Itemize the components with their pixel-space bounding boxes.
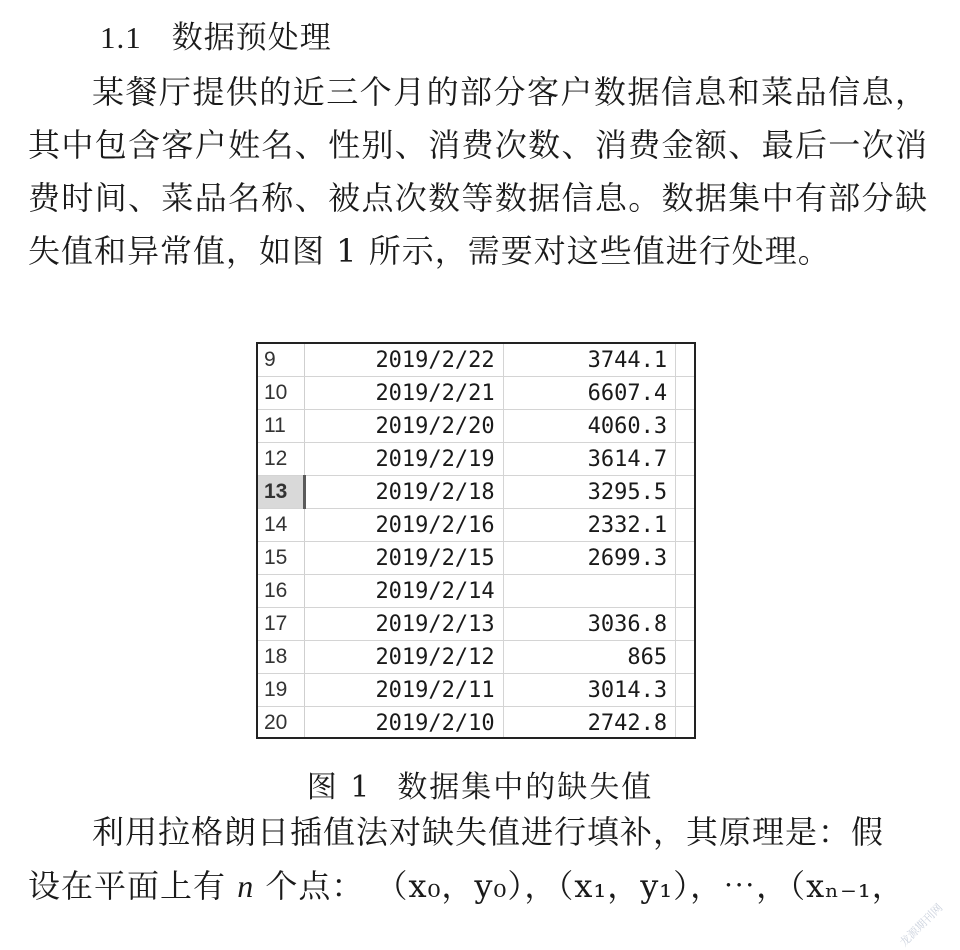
date-cell[interactable]: 2019/2/19 bbox=[304, 443, 503, 476]
value-cell[interactable]: 2699.3 bbox=[503, 542, 676, 575]
empty-cell[interactable] bbox=[676, 674, 694, 707]
row-number[interactable]: 12 bbox=[258, 443, 304, 476]
table-row bbox=[258, 443, 694, 476]
date-cell[interactable]: 2019/2/12 bbox=[304, 641, 503, 674]
value-cell[interactable]: 3036.8 bbox=[503, 608, 676, 641]
value-cell[interactable]: 3744.1 bbox=[503, 344, 676, 377]
table-row bbox=[258, 674, 694, 707]
date-cell[interactable]: 2019/2/16 bbox=[304, 509, 503, 542]
empty-cell[interactable] bbox=[676, 641, 694, 674]
row-number[interactable]: 11 bbox=[258, 410, 304, 443]
date-cell[interactable]: 2019/2/15 bbox=[304, 542, 503, 575]
section-heading bbox=[100, 12, 332, 57]
empty-cell[interactable] bbox=[676, 542, 694, 575]
table-row bbox=[258, 377, 694, 410]
empty-cell[interactable] bbox=[676, 707, 694, 740]
table-row bbox=[258, 344, 694, 377]
date-cell[interactable]: 2019/2/21 bbox=[304, 377, 503, 410]
value-cell[interactable]: 2742.8 bbox=[503, 707, 676, 740]
date-cell[interactable]: 2019/2/14 bbox=[304, 575, 503, 608]
row-number[interactable]: 10 bbox=[258, 377, 304, 410]
value-cell[interactable]: 865 bbox=[503, 641, 676, 674]
empty-cell[interactable] bbox=[676, 509, 694, 542]
date-cell[interactable]: 2019/2/13 bbox=[304, 608, 503, 641]
row-number[interactable]: 9 bbox=[258, 344, 304, 377]
date-cell[interactable]: 2019/2/20 bbox=[304, 410, 503, 443]
row-number[interactable]: 18 bbox=[258, 641, 304, 674]
row-number[interactable]: 19 bbox=[258, 674, 304, 707]
figure-caption bbox=[0, 762, 960, 806]
row-number[interactable]: 20 bbox=[258, 707, 304, 740]
row-number[interactable]: 15 bbox=[258, 542, 304, 575]
date-cell[interactable]: 2019/2/18 bbox=[304, 476, 503, 509]
row-number[interactable]: 17 bbox=[258, 608, 304, 641]
value-cell[interactable]: 3014.3 bbox=[503, 674, 676, 707]
row-number[interactable]: 13 bbox=[258, 476, 304, 509]
section-title: 数据预处理 bbox=[171, 20, 332, 56]
paragraph-1: 某餐厅提供的近三个月的部分客户数据信息和菜品信息，其中包含客户姓名、性别、消费次数、消费金额、最后一次消费时间、菜品名称、被点次数等数据信息。数据集中有部分缺失值和异常值，如图 1 所示，需要对这些值进行处理。 bbox=[28, 73, 928, 270]
watermark: 龙源期刊网 bbox=[897, 901, 946, 950]
table-row bbox=[258, 476, 694, 509]
paragraph-2-line-2 bbox=[28, 860, 905, 913]
variable-n: n bbox=[237, 868, 255, 904]
line2-prefix: 设在平面上有 bbox=[28, 867, 227, 905]
table-row bbox=[258, 575, 694, 608]
row-number[interactable]: 16 bbox=[258, 575, 304, 608]
table-row bbox=[258, 641, 694, 674]
figure-caption-text: 数据集中的缺失值 bbox=[397, 770, 654, 805]
empty-cell[interactable] bbox=[676, 476, 694, 509]
row-number[interactable]: 14 bbox=[258, 509, 304, 542]
spreadsheet-table bbox=[258, 344, 694, 739]
figure-1-table bbox=[256, 342, 696, 739]
empty-cell[interactable] bbox=[676, 575, 694, 608]
empty-cell[interactable] bbox=[676, 443, 694, 476]
table-row bbox=[258, 608, 694, 641]
empty-cell[interactable] bbox=[676, 377, 694, 410]
point-list-math: （x₀，y₀），（x₁，y₁），⋯，（xₙ₋₁， bbox=[375, 867, 905, 905]
value-cell[interactable]: 3295.5 bbox=[503, 476, 676, 509]
value-cell[interactable] bbox=[503, 575, 676, 608]
empty-cell[interactable] bbox=[676, 608, 694, 641]
figure-label: 图 1 bbox=[306, 770, 372, 805]
date-cell[interactable]: 2019/2/11 bbox=[304, 674, 503, 707]
section-number: 1.1 bbox=[100, 20, 142, 55]
table-row bbox=[258, 509, 694, 542]
table-row bbox=[258, 410, 694, 443]
value-cell[interactable]: 4060.3 bbox=[503, 410, 676, 443]
empty-cell[interactable] bbox=[676, 344, 694, 377]
paragraph-2-line-1: 利用拉格朗日插值法对缺失值进行填补，其原理是：假 bbox=[92, 813, 885, 851]
value-cell[interactable]: 6607.4 bbox=[503, 377, 676, 410]
date-cell[interactable]: 2019/2/10 bbox=[304, 707, 503, 740]
table-row bbox=[258, 707, 694, 740]
line2-middle: 个点： bbox=[265, 867, 365, 905]
table-row bbox=[258, 542, 694, 575]
value-cell[interactable]: 3614.7 bbox=[503, 443, 676, 476]
value-cell[interactable]: 2332.1 bbox=[503, 509, 676, 542]
date-cell[interactable]: 2019/2/22 bbox=[304, 344, 503, 377]
empty-cell[interactable] bbox=[676, 410, 694, 443]
